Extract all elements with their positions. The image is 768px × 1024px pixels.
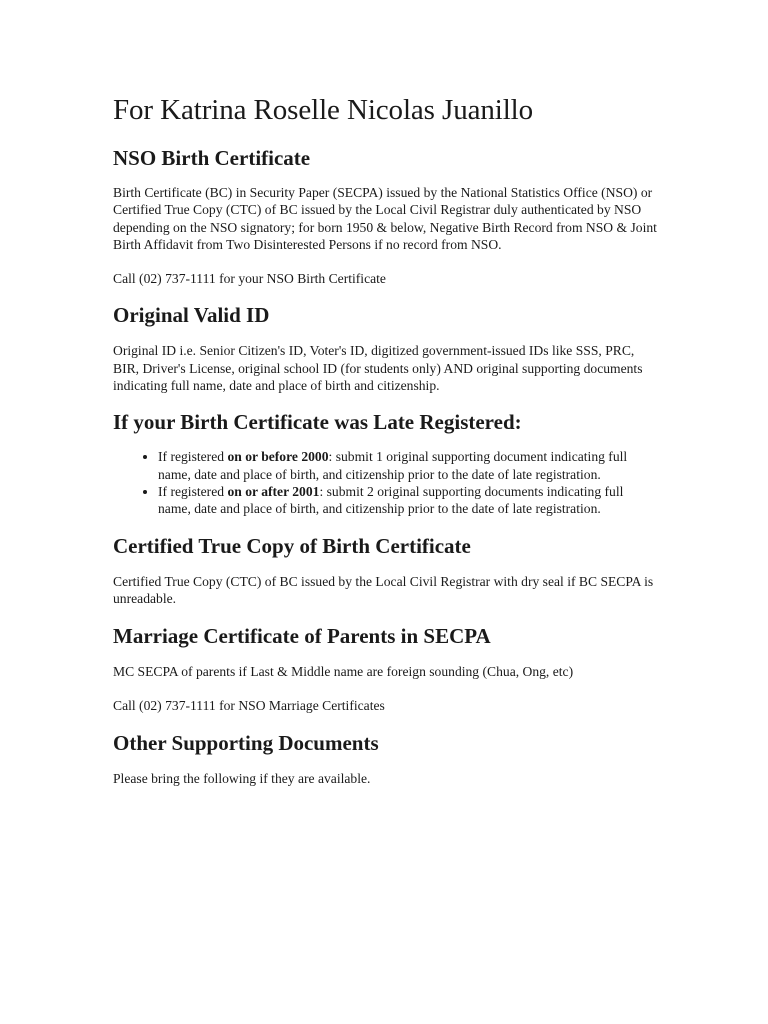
list-item — [158, 483, 658, 518]
list-item — [158, 448, 658, 483]
document-title: For Katrina Roselle Nicolas Juanillo — [113, 94, 534, 126]
paragraph-nso-call: Call (02) 737-1111 for your NSO Birth Certificate — [113, 271, 386, 287]
list-item-prefix: If registered — [158, 449, 228, 465]
paragraph-other-description: Please bring the following if they are available. — [113, 770, 371, 786]
document-body — [113, 93, 658, 787]
paragraph-nso-description: Birth Certificate (BC) in Security Paper (SECPA) issued by the National Statistics Office (NSO) or Certified True Copy (CTC) of BC issued by the Local Civil Registrar duly authenticated by NSO depending on the NSO signatory; for born 1950 & below, Negative Birth Record from NSO & Joint Birth Affidavit from Two Disinterested Persons if no record from NSO. — [113, 185, 657, 252]
list-item-prefix: If registered — [158, 483, 228, 499]
paragraph-ctc-description: Certified True Copy (CTC) of BC issued by the Local Civil Registrar with dry seal if BC SECPA is unreadable. — [113, 573, 654, 606]
heading-other-supporting-documents: Other Supporting Documents — [113, 730, 379, 755]
heading-original-valid-id: Original Valid ID — [113, 303, 270, 328]
paragraph-marriage-call: Call (02) 737-1111 for NSO Marriage Certificates — [113, 698, 385, 714]
late-registration-list — [113, 448, 658, 517]
list-item-text: : submit 2 original supporting documents indicating full name, date and place of birth, and citizenship prior to the date of late registration. — [158, 483, 624, 517]
heading-nso-birth-certificate: NSO Birth Certificate — [113, 146, 311, 170]
heading-late-registered: If your Birth Certificate was Late Registered: — [113, 410, 522, 435]
paragraph-marriage-description: MC SECPA of parents if Last & Middle name are foreign sounding (Chua, Ong, etc) — [113, 664, 574, 680]
list-item-emphasis: on or after 2001 — [227, 483, 320, 499]
list-item-text: : submit 1 original supporting document indicating full name, date and place of birth, and citizenship prior to the date of late registration. — [158, 449, 628, 482]
heading-marriage-certificate: Marriage Certificate of Parents in SECPA — [113, 624, 491, 649]
heading-certified-true-copy: Certified True Copy of Birth Certificate — [113, 533, 471, 558]
list-item-emphasis: on or before 2000 — [227, 449, 329, 465]
paragraph-valid-id-description: Original ID i.e. Senior Citizen's ID, Voter's ID, digitized government-issued IDs like SSS, PRC, BIR, Driver's License, original school ID (for students only) AND original supporting documents indicating full name, date and place of birth and citizenship. — [113, 343, 643, 394]
